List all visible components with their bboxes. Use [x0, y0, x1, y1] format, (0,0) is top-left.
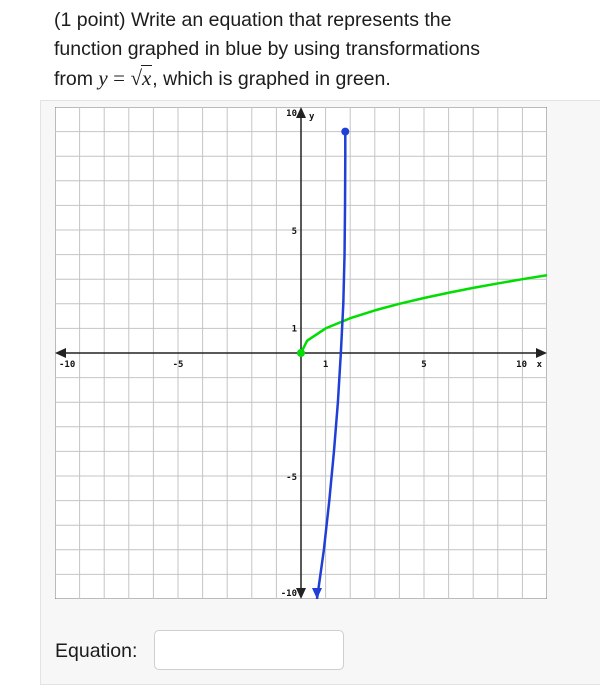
- x-tick-label: 1: [322, 360, 329, 370]
- equation-label: Equation:: [55, 640, 138, 662]
- problem-line3-pre: from: [54, 68, 93, 90]
- x-tick-label: 10: [516, 360, 527, 370]
- x-tick-label: 5: [421, 360, 427, 370]
- points-label: (1 point): [54, 9, 126, 31]
- sqrt-expression: [130, 64, 152, 94]
- problem-line3-post: , which is graphed in green.: [152, 68, 391, 90]
- y-axis-label: y: [309, 112, 315, 122]
- math-y: y: [98, 66, 108, 90]
- problem-line2: function graphed in blue by using transformations: [54, 38, 481, 60]
- problem-panel: [40, 100, 600, 685]
- math-x: x: [141, 66, 152, 90]
- blue-curve-endpoint: [341, 128, 349, 136]
- problem-statement: [54, 6, 574, 94]
- x-axis-label: x: [536, 360, 542, 370]
- y-tick-label: -10: [280, 589, 297, 599]
- y-tick-label: -5: [286, 473, 297, 483]
- math-equals: =: [113, 66, 126, 90]
- problem-line1: Write an equation that represents the: [130, 9, 452, 31]
- x-tick-label: -10: [59, 360, 76, 370]
- equation-input[interactable]: [154, 630, 344, 670]
- y-tick-label: 10: [286, 109, 297, 119]
- green-curve-endpoint: [297, 349, 305, 357]
- radical-icon: √: [130, 66, 142, 90]
- y-tick-label: 5: [291, 227, 297, 237]
- x-tick-label: -5: [172, 360, 184, 370]
- y-tick-label: 1: [291, 324, 297, 335]
- function-graph: [55, 107, 547, 599]
